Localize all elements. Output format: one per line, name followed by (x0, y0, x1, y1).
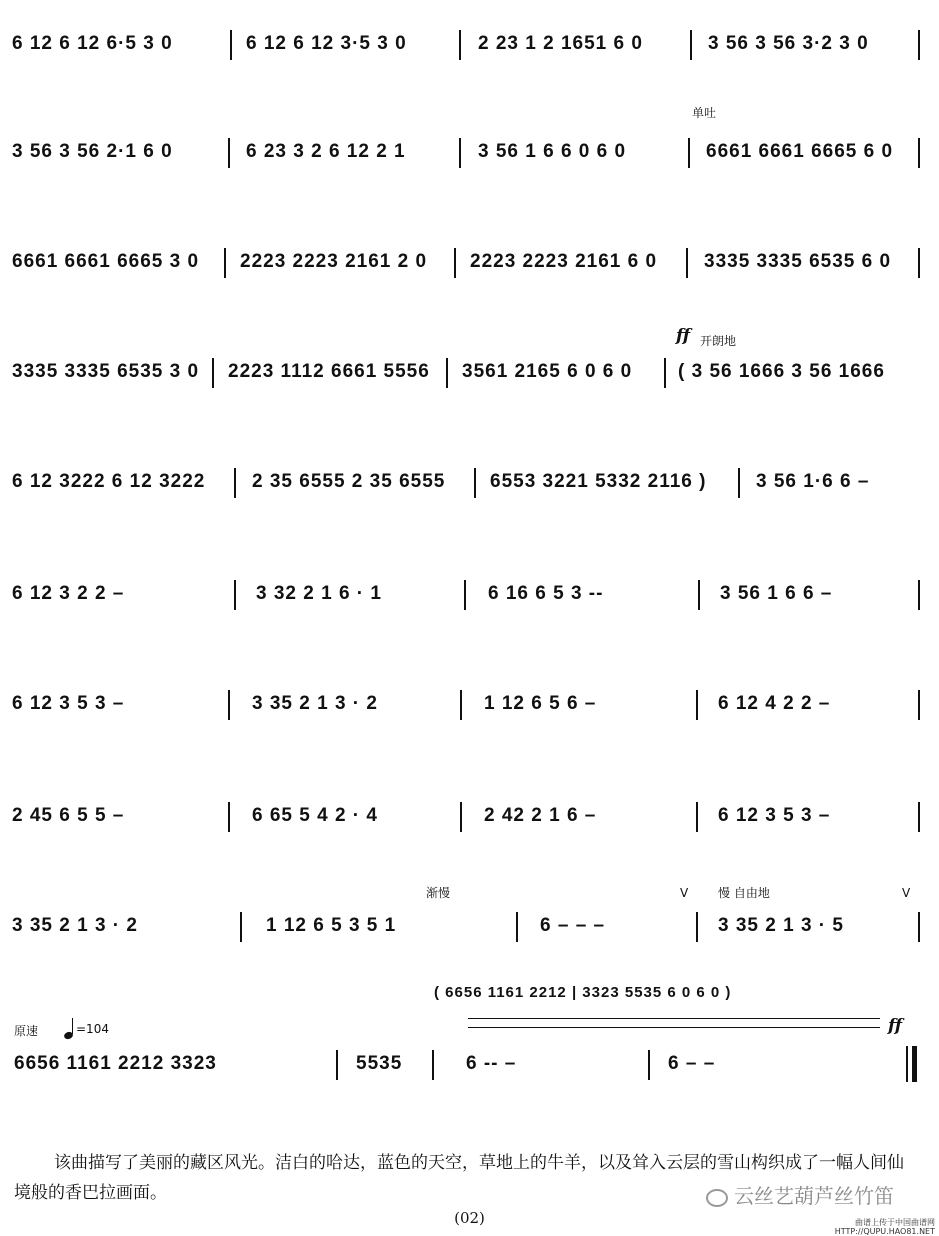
barline (432, 1050, 434, 1080)
barline (918, 138, 920, 168)
barline (230, 30, 232, 60)
notation-row-2 (0, 132, 939, 172)
measure: 3 56 3 56 2·1 6 0 (12, 141, 173, 162)
wechat-icon (706, 1189, 728, 1207)
measure: 6 65 5 4 2 · 4 (252, 805, 378, 826)
notation-row-7 (0, 684, 939, 724)
measure: ( 3 56 1666 3 56 1666 (678, 361, 885, 382)
barline (698, 580, 700, 610)
measure: 6553 3221 5332 2116 ) (490, 471, 707, 492)
measure: 6656 1161 2212 3323 (14, 1053, 217, 1074)
notation-row-5 (0, 462, 939, 502)
measure: 2223 2223 2161 6 0 (470, 251, 658, 272)
expression-mark: 开朗地 (700, 334, 737, 348)
tempo-value: =104 (76, 1022, 109, 1036)
barline (446, 358, 448, 388)
measure: 3 35 2 1 3 · 2 (12, 915, 138, 936)
measure: 2223 1112 6661 5556 (228, 361, 430, 382)
expression-mark: 慢 自由地 (718, 886, 770, 900)
barline (228, 138, 230, 168)
barline (918, 690, 920, 720)
measure: 6 -- – (466, 1053, 517, 1074)
page-number: (02) (454, 1209, 485, 1227)
barline (664, 358, 666, 388)
barline (688, 138, 690, 168)
watermark-text: 云丝艺葫芦丝竹笛 (734, 1184, 894, 1208)
measure: 6 12 6 12 6·5 3 0 (12, 33, 173, 54)
barline (464, 580, 466, 610)
measure: 1 12 6 5 6 – (484, 693, 597, 714)
barline (234, 468, 236, 498)
barline (696, 912, 698, 942)
barline (918, 802, 920, 832)
notation-row-1 (0, 24, 939, 64)
barline (686, 248, 688, 278)
measure: 2 35 6555 2 35 6555 (252, 471, 446, 492)
ossia-rule (468, 1018, 880, 1019)
barline (918, 248, 920, 278)
measure: 3 35 2 1 3 · 2 (252, 693, 378, 714)
barline (696, 802, 698, 832)
measure: 6661 6661 6665 6 0 (706, 141, 894, 162)
notation-row-9 (0, 906, 939, 946)
footer-url: HTTP://QUPU.HAO81.NET (834, 1227, 935, 1236)
barline (474, 468, 476, 498)
measure: 3 56 1 6 6 – (720, 583, 833, 604)
final-barline (906, 1046, 908, 1082)
song-description: 该曲描写了美丽的藏区风光。洁白的哈达，蓝色的天空，草地上的牛羊，以及耸入云层的雪山构织成了一幅人间仙境般的香巴拉画面。 (14, 1153, 904, 1203)
tempo-mark: 原速 (14, 1024, 39, 1038)
notation-row-4 (0, 352, 939, 392)
measure: 2223 2223 2161 2 0 (240, 251, 428, 272)
footer-text: 曲谱上传于中国曲谱网 (855, 1218, 935, 1227)
measure: 6661 6661 6665 3 0 (12, 251, 200, 272)
measure: 2 42 2 1 6 – (484, 805, 597, 826)
measure: 3335 3335 6535 6 0 (704, 251, 892, 272)
barline (454, 248, 456, 278)
barline (459, 30, 461, 60)
barline (918, 912, 920, 942)
watermark (706, 1180, 894, 1209)
measure: 5535 (356, 1053, 403, 1074)
final-barline-thick (912, 1046, 917, 1082)
barline (240, 912, 242, 942)
measure: 3 32 2 1 6 · 1 (256, 583, 382, 604)
measure: 6 – – – (540, 915, 606, 936)
barline (690, 30, 692, 60)
notation-row-3 (0, 242, 939, 282)
breath-mark: V (680, 886, 689, 900)
articulation-mark: 单吐 (692, 106, 717, 120)
measure: 6 12 3 5 3 – (718, 805, 831, 826)
measure: 3 56 1·6 6 – (756, 471, 870, 492)
barline (212, 358, 214, 388)
measure: 3561 2165 6 0 6 0 (462, 361, 633, 382)
measure: 3 56 1 6 6 0 6 0 (478, 141, 627, 162)
quarter-note-stem (72, 1018, 73, 1034)
barline (648, 1050, 650, 1080)
measure: 6 12 3222 6 12 3222 (12, 471, 206, 492)
barline (228, 802, 230, 832)
notation-row-8 (0, 796, 939, 836)
barline (918, 580, 920, 610)
barline (696, 690, 698, 720)
dynamic-ff: ff (676, 326, 691, 346)
barline (234, 580, 236, 610)
barline (228, 690, 230, 720)
measure: 6 23 3 2 6 12 2 1 (246, 141, 406, 162)
measure: 3335 3335 6535 3 0 (12, 361, 200, 382)
footer-note (835, 1218, 935, 1236)
barline (460, 802, 462, 832)
breath-mark: V (902, 886, 911, 900)
measure: 3 35 2 1 3 · 5 (718, 915, 844, 936)
ossia-line: ( 6656 1161 2212 | 3323 5535 6 0 6 0 ) (434, 984, 732, 1001)
barline (738, 468, 740, 498)
barline (224, 248, 226, 278)
ossia-rule (468, 1027, 880, 1028)
barline (459, 138, 461, 168)
measure: 6 12 4 2 2 – (718, 693, 831, 714)
barline (460, 690, 462, 720)
measure: 6 – – (668, 1053, 716, 1074)
dynamic-ff: ff (888, 1016, 903, 1036)
expression-mark: 渐慢 (426, 886, 451, 900)
measure: 3 56 3 56 3·2 3 0 (708, 33, 869, 54)
measure: 2 23 1 2 1651 6 0 (478, 33, 643, 54)
barline (918, 30, 920, 60)
measure: 6 16 6 5 3 -- (488, 583, 604, 604)
measure: 2 45 6 5 5 – (12, 805, 125, 826)
barline (516, 912, 518, 942)
barline (336, 1050, 338, 1080)
notation-row-10 (0, 1044, 939, 1084)
measure: 6 12 3 5 3 – (12, 693, 125, 714)
measure: 1 12 6 5 3 5 1 (266, 915, 397, 936)
measure: 6 12 3 2 2 – (12, 583, 125, 604)
notation-row-6 (0, 574, 939, 614)
measure: 6 12 6 12 3·5 3 0 (246, 33, 407, 54)
